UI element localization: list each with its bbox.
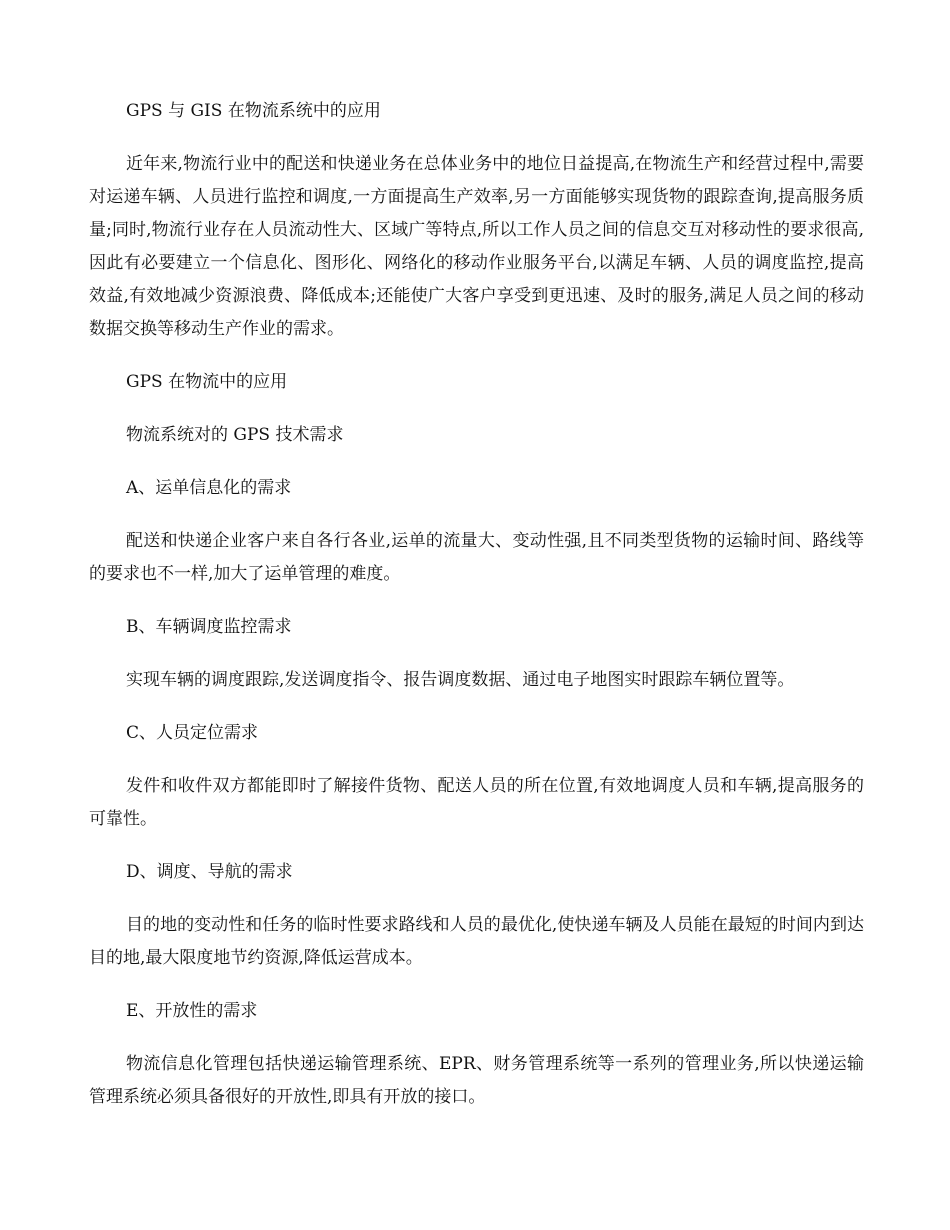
paragraph-gap [89,750,864,770]
document-body [89,95,864,1114]
paragraph-gap [89,346,864,366]
paragraph-gap [89,505,864,525]
paragraph-gap [89,452,864,472]
requirement-body-a: 配送和快递企业客户来自各行各业,运单的流量大、变动性强,且不同类型货物的运输时间、路线等的要求也不一样,加大了运单管理的难度。 [89,531,864,584]
requirement-body-d: 目的地的变动性和任务的临时性要求路线和人员的最优化,使快递车辆及人员能在最短的时间内到达目的地,最大限度地节约资源,降低运营成本。 [89,915,864,968]
requirement-body-e: 物流信息化管理包括快递运输管理系统、EPR、财务管理系统等一系列的管理业务,所以快递运输管理系统必须具备很好的开放性,即具有开放的接口。 [89,1054,864,1107]
requirement-body-b: 实现车辆的调度跟踪,发送调度指令、报告调度数据、通过电子地图实时跟踪车辆位置等。 [126,670,795,690]
subsection-heading: 物流系统对的 GPS 技术需求 [126,425,344,445]
paragraph-gap [89,399,864,419]
requirement-heading-d: D、调度、导航的需求 [126,862,293,882]
requirement-heading-c: C、人员定位需求 [126,723,259,743]
paragraph-gap [89,644,864,664]
intro-paragraph: 近年来,物流行业中的配送和快递业务在总体业务中的地位日益提高,在物流生产和经营过程中,需要对运递车辆、人员进行监控和调度,一方面提高生产效率,另一方面能够实现货物的跟踪查询,提高服务质量;同时,物流行业存在人员流动性大、区域广等特点,所以工作人员之间的信息交互对移动性的要求很高,因此有必要建立一个信息化、图形化、网络化的移动作业服务平台,以满足车辆、人员的调度监控,提高效益,有效地减少资源浪费、降低成本;还能使广大客户享受到更迅速、及时的服务,满足人员之间的移动数据交换等移动生产作业的需求。 [89,154,864,339]
requirement-heading-e: E、开放性的需求 [126,1001,258,1021]
requirement-heading-b: B、车辆调度监控需求 [126,617,292,637]
section-heading: GPS 在物流中的应用 [126,372,288,392]
paragraph-gap [89,975,864,995]
paragraph-gap [89,591,864,611]
paragraph-gap [89,889,864,909]
paragraph-gap [89,836,864,856]
requirement-body-c: 发件和收件双方都能即时了解接件货物、配送人员的所在位置,有效地调度人员和车辆,提高服务的可靠性。 [89,776,864,829]
paragraph-gap [89,1028,864,1048]
requirement-heading-a: A、运单信息化的需求 [126,478,292,498]
paragraph-gap [89,697,864,717]
document-title: GPS 与 GIS 在物流系统中的应用 [126,101,381,121]
paragraph-gap [89,128,864,148]
